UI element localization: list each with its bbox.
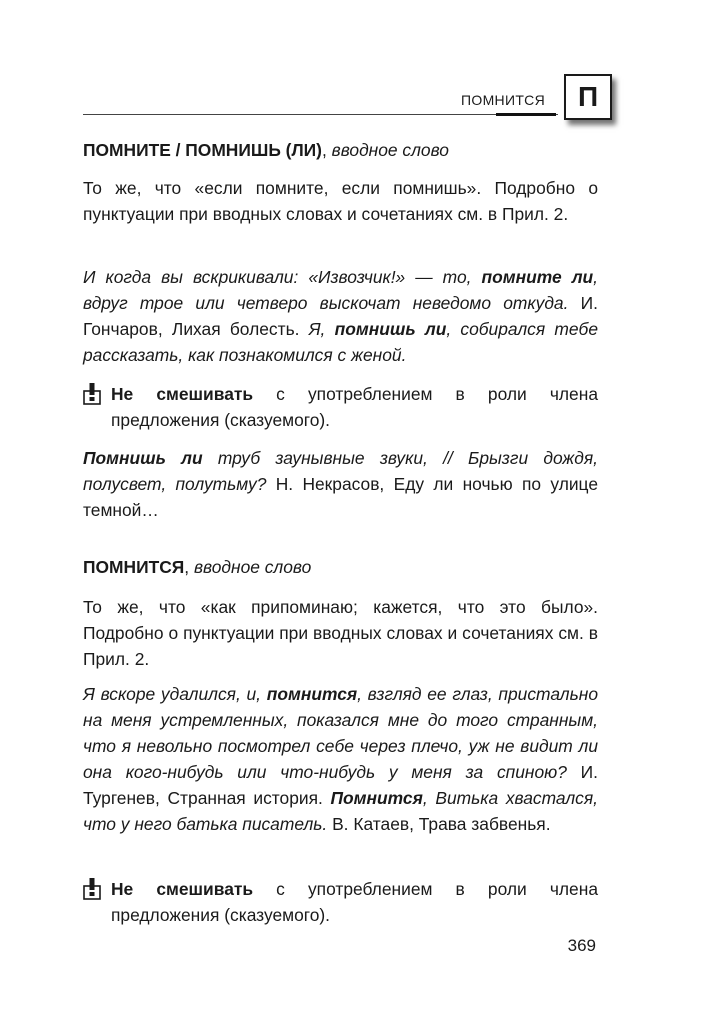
example-source: И. Гончаров, Лихая болесть. [83, 293, 598, 339]
section-letter: П [577, 81, 599, 112]
entry-headline: ПОМНИТЕ / ПОМНИШЬ (ЛИ), вводное слово [83, 140, 449, 160]
entry-definition: То же, что «как припоминаю; кажется, что это было». Подробно о пунктуации при вводных словах и сочетаниях см. в Прил. 2. [83, 597, 598, 669]
header-rule [83, 114, 558, 115]
running-header-title: ПОМНИТСЯ [461, 92, 545, 108]
page-number: 369 [567, 936, 596, 955]
example-source: В. Катаев, Трава забвенья. [327, 814, 551, 834]
note-keyword: Не смешивать [111, 384, 254, 404]
warning-note-icon [83, 878, 101, 900]
usage-note: Не смешивать с употреблением в роли члена предложения (сказуемого). [83, 876, 598, 928]
section-letter-tab [564, 74, 612, 120]
entry-example: Помнишь ли труб заунывные звуки, // Брызги дождя, полусвет, полутьму? Н. Некрасов, Еду ли ночью по улице темной… [83, 448, 598, 520]
example-source: Н. Некрасов, Еду ли ночью по улице темной… [83, 474, 598, 520]
running-header [83, 81, 599, 124]
entry-headword: ПОМНИТСЯ [83, 557, 185, 577]
entry-headline: ПОМНИТСЯ, вводное слово [83, 557, 312, 577]
entry-example: И когда вы вскрикивали: «Извозчик!» — то, помните ли, вдруг трое или четверо выскочат неведомо откуда. И. Гончаров, Лихая болесть. Я, помнишь ли, собирался тебе рассказать, как познакомился с женой. [83, 267, 599, 365]
entry-definition: То же, что «если помните, если помнишь». Подробно о пунктуации при вводных словах и сочетаниях см. в Прил. 2. [83, 178, 598, 224]
header-rule-accent [496, 113, 556, 116]
warning-note-icon [83, 383, 101, 405]
entry-example: Я вскоре удалился, и, помнится, взгляд ее глаз, пристально на меня устремленных, показался мне до того странным, что я невольно посмотрел себе через плечо, уж не видит ли она кого-нибудь или что-нибудь у меня за спиною? И. Тургенев, Странная история. Помнится, Витька хвастался, что у него батька писатель. В. Катаев, Трава забвенья. [83, 684, 598, 834]
entry-grammar: вводное слово [193, 557, 312, 577]
usage-note: Не смешивать с употреблением в роли члена предложения (сказуемого). [83, 381, 598, 433]
entry-grammar: вводное слово [331, 140, 449, 160]
note-keyword: Не смешивать [111, 879, 254, 899]
example-source: И. Тургенев, Странная история. [83, 762, 598, 808]
entry-headword: ПОМНИТЕ / ПОМНИШЬ (ЛИ) [83, 140, 322, 160]
dictionary-page [83, 0, 598, 1034]
